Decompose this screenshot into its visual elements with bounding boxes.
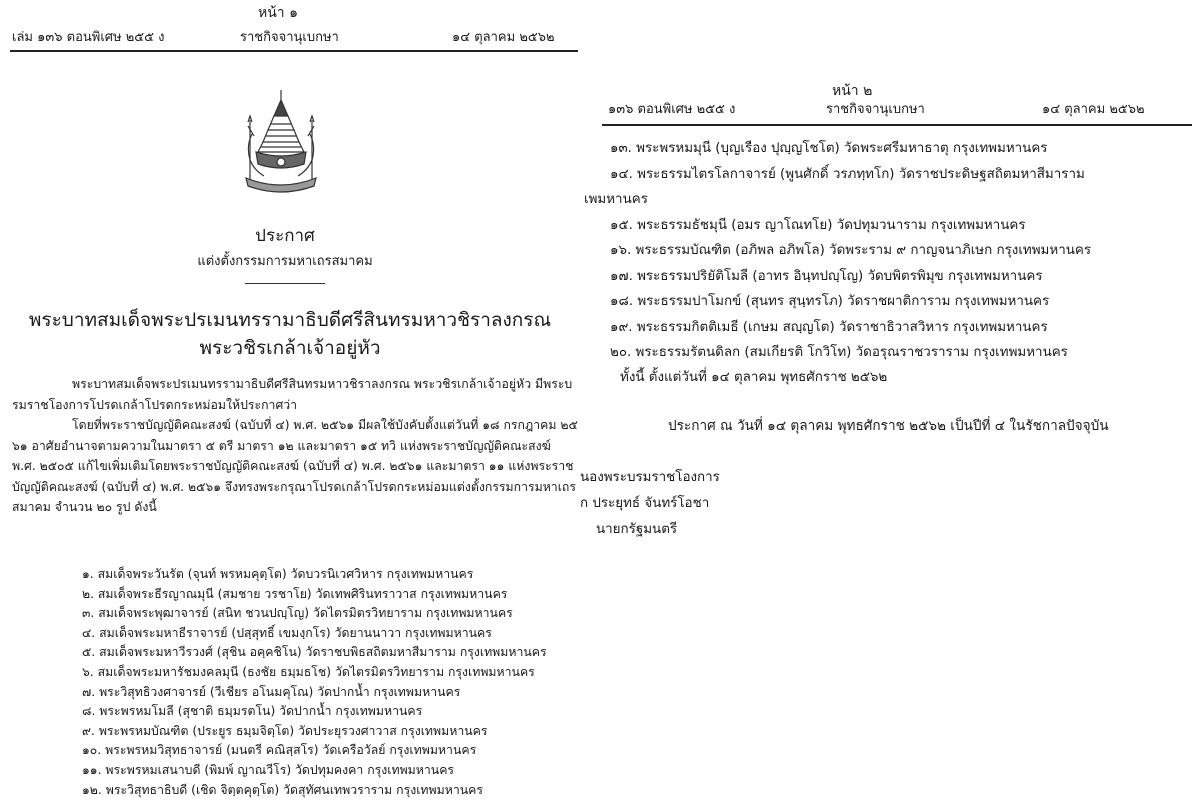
list-item: ๑๕. พระธรรมธัชมุนี (อมร ญาโณทโย) วัดปทุมวนาราม กรุงเทพมหานคร: [610, 217, 1026, 233]
announcement-subtitle: แต่งตั้งกรรมการมหาเถรสมาคม: [197, 254, 373, 269]
title-rule: [245, 283, 325, 284]
list-item: ๑๒. พระวิสุทธาธิบดี (เชิด จิตฺตคุตฺโต) วัดสุทัศนเทพวราราม กรุงเทพมหานคร: [82, 782, 483, 797]
gazette-page-2: [580, 0, 1200, 560]
list-item: ๕. สมเด็จพระมหาวีรวงศ์ (สุชิน อคฺคชิโน) วัดราชบพิธสถิตมหาสีมาราม กรุงเทพมหานคร: [82, 645, 547, 660]
header-rule: [602, 124, 1192, 126]
list-item: ๑. สมเด็จพระวันรัต (จุนท์ พรหมคุตฺโต) วัดบวรนิเวศวิหาร กรุงเทพมหานคร: [82, 567, 474, 581]
header-publication: ราชกิจจานุเบกษา: [240, 30, 339, 45]
list-item: ๑๖. พระธรรมบัณฑิต (อภิพล อภิพโล) วัดพระราม ๙ กาญจนาภิเษก กรุงเทพมหานคร: [610, 243, 1092, 258]
list-item: ๑๗. พระธรรมปริยัติโมลี (อาทร อินฺทปญฺโญ) วัดบพิตรพิมุข กรุงเทพมหานคร: [610, 268, 1043, 284]
list-item: ๑๔. พระธรรมไตรโลกาจารย์ (พูนศักดิ์ วรภทฺทโก) วัดราชประดิษฐสถิตมหาสีมาราม: [610, 166, 1085, 182]
header-date: ๑๔ ตุลาคม ๒๕๖๒: [1042, 102, 1145, 117]
list-item: ๔. สมเด็จพระมหาธีราจารย์ (ปสฺสุทธิ์ เขมงฺกโร) วัดยานนาวา กรุงเทพมหานคร: [82, 625, 492, 640]
effective-date: ทั้งนี้ ตั้งแต่วันที่ ๑๔ ตุลาคม พุทธศักราช ๒๕๖๒: [620, 370, 888, 385]
list-item: ๖. สมเด็จพระมหารัชมงคลมุนี (ธงชัย ธมฺมธโช) วัดไตรมิตรวิทยาราม กรุงเทพมหานคร: [82, 664, 535, 679]
signature-name: ก ประยุทธ์ จันทร์โอชา: [580, 496, 710, 511]
list-item: ๒. สมเด็จพระธีรญาณมุนี (สมชาย วรชาโย) วัดเทพศิรินทราวาส กรุงเทพมหานคร: [82, 586, 508, 601]
header-publication: ราชกิจจานุเบกษา: [826, 102, 925, 117]
list-item: ๑๙. พระธรรมกิตติเมธี (เกษม สญฺญโต) วัดราชาธิวาสวิหาร กรุงเทพมหานคร: [610, 319, 1048, 335]
member-list-part-2: [584, 136, 1091, 366]
header-volume: เล่ม ๑๓๖ ตอนพิเศษ ๒๕๕ ง: [12, 30, 165, 45]
page-number: หน้า ๑: [258, 5, 298, 21]
list-item: ๑๑. พระพรหมเสนาบดี (พิมพ์ ญาณวีโร) วัดปทุมคงคา กรุงเทพมหานคร: [82, 762, 455, 777]
member-list-part-1: [82, 565, 547, 800]
list-item: ๑๐. พระพรหมวิสุทธาจารย์ (มนตรี คณิสฺสโร) วัดเครือวัลย์ กรุงเทพมหานคร: [82, 743, 477, 758]
king-title-line-2: พระวชิรเกล้าเจ้าอยู่หัว: [199, 337, 381, 359]
announcement-title: ประกาศ: [255, 226, 315, 246]
list-item: ๑๓. พระพรหมมุนี (บุญเรือง ปุญฺญโชโต) วัดพระศรีมหาธาตุ กรุงเทพมหานคร: [610, 141, 1048, 156]
king-title-line-1: พระบาทสมเด็จพระปรเมนทรรามาธิบดีศรีสินทรมหาวชิราลงกรณ: [28, 309, 552, 331]
header-date: ๑๔ ตุลาคม ๒๕๖๒: [452, 30, 555, 45]
list-item: ๗. พระวิสุทธิวงศาจารย์ (วีเชียร อโนมคุโณ) วัดปากน้ำ กรุงเทพมหานคร: [82, 684, 461, 699]
header-rule: [10, 50, 578, 52]
list-item: ๒๐. พระธรรมรัตนดิลก (สมเกียรติ โกวิโท) วัดอรุณราชวราราม กรุงเทพมหานคร: [610, 345, 1068, 360]
page-number: หน้า ๒: [832, 83, 873, 99]
announcement-date: ประกาศ ณ วันที่ ๑๔ ตุลาคม พุทธศักราช ๒๕๖๒ เป็นปีที่ ๔ ในรัชกาลปัจจุบัน: [668, 418, 1109, 434]
signature-countersign: นองพระบรมราชโองการ: [580, 470, 720, 485]
legal-basis-paragraph: โดยที่พระราชบัญญัติคณะสงฆ์ (ฉบับที่ ๔) พ.ศ. ๒๕๖๑ มีผลใช้บังคับตั้งแต่วันที่ ๑๘ กรกฎาคม ๒๕๖๑ อาศัยอำนาจตามความในมาตรา ๕ ตรี มาตรา ๑๒ และมาตรา ๑๕ ทวิ แห่งพระราชบัญญัติคณะสงฆ์ พ.ศ. ๒๕๐๕ แก้ไขเพิ่มเติมโดยพระราชบัญญัติคณะสงฆ์ (ฉบับที่ ๔) พ.ศ. ๒๕๖๑ และมาตรา ๑๑ แห่งพระราชบัญญัติคณะสงฆ์ (ฉบับที่ ๔) พ.ศ. ๒๕๖๑ จึงทรงพระกรุณาโปรดเกล้าโปรดกระหม่อมแต่งตั้งกรรมการมหาเถรสมาคม จำนวน ๒๐ รูป ดังนี้: [12, 418, 578, 514]
royal-emblem-icon: [238, 86, 324, 198]
list-item: ๘. พระพรหมโมลี (สุชาติ ธมฺมรตโน) วัดปากน้ำ กรุงเทพมหานคร: [82, 704, 423, 719]
list-item: ๑๘. พระธรรมปาโมกข์ (สุนทร สุนฺทรโภ) วัดราชผาติการาม กรุงเทพมหานคร: [610, 294, 1050, 309]
list-item-continuation: เพมหานคร: [584, 192, 648, 207]
signature-position: นายกรัฐมนตรี: [596, 522, 678, 537]
list-item: ๓. สมเด็จพระพุฒาจารย์ (สนิท ชวนปญฺโญ) วัดไตรมิตรวิทยาราม กรุงเทพมหานคร: [82, 606, 513, 621]
header-volume: ๑๓๖ ตอนพิเศษ ๒๕๕ ง: [608, 102, 736, 117]
list-item: ๙. พระพรหมบัณฑิต (ประยูร ธมฺมจิตฺโต) วัดประยุรวงศาวาส กรุงเทพมหานคร: [82, 723, 488, 738]
preamble-paragraph: พระบาทสมเด็จพระปรเมนทรรามาธิบดีศรีสินทรมหาวชิราลงกรณ พระวชิรเกล้าเจ้าอยู่หัว มีพระบรมราชโองการโปรดเกล้าโปรดกระหม่อมให้ประกาศว่า: [12, 377, 573, 412]
